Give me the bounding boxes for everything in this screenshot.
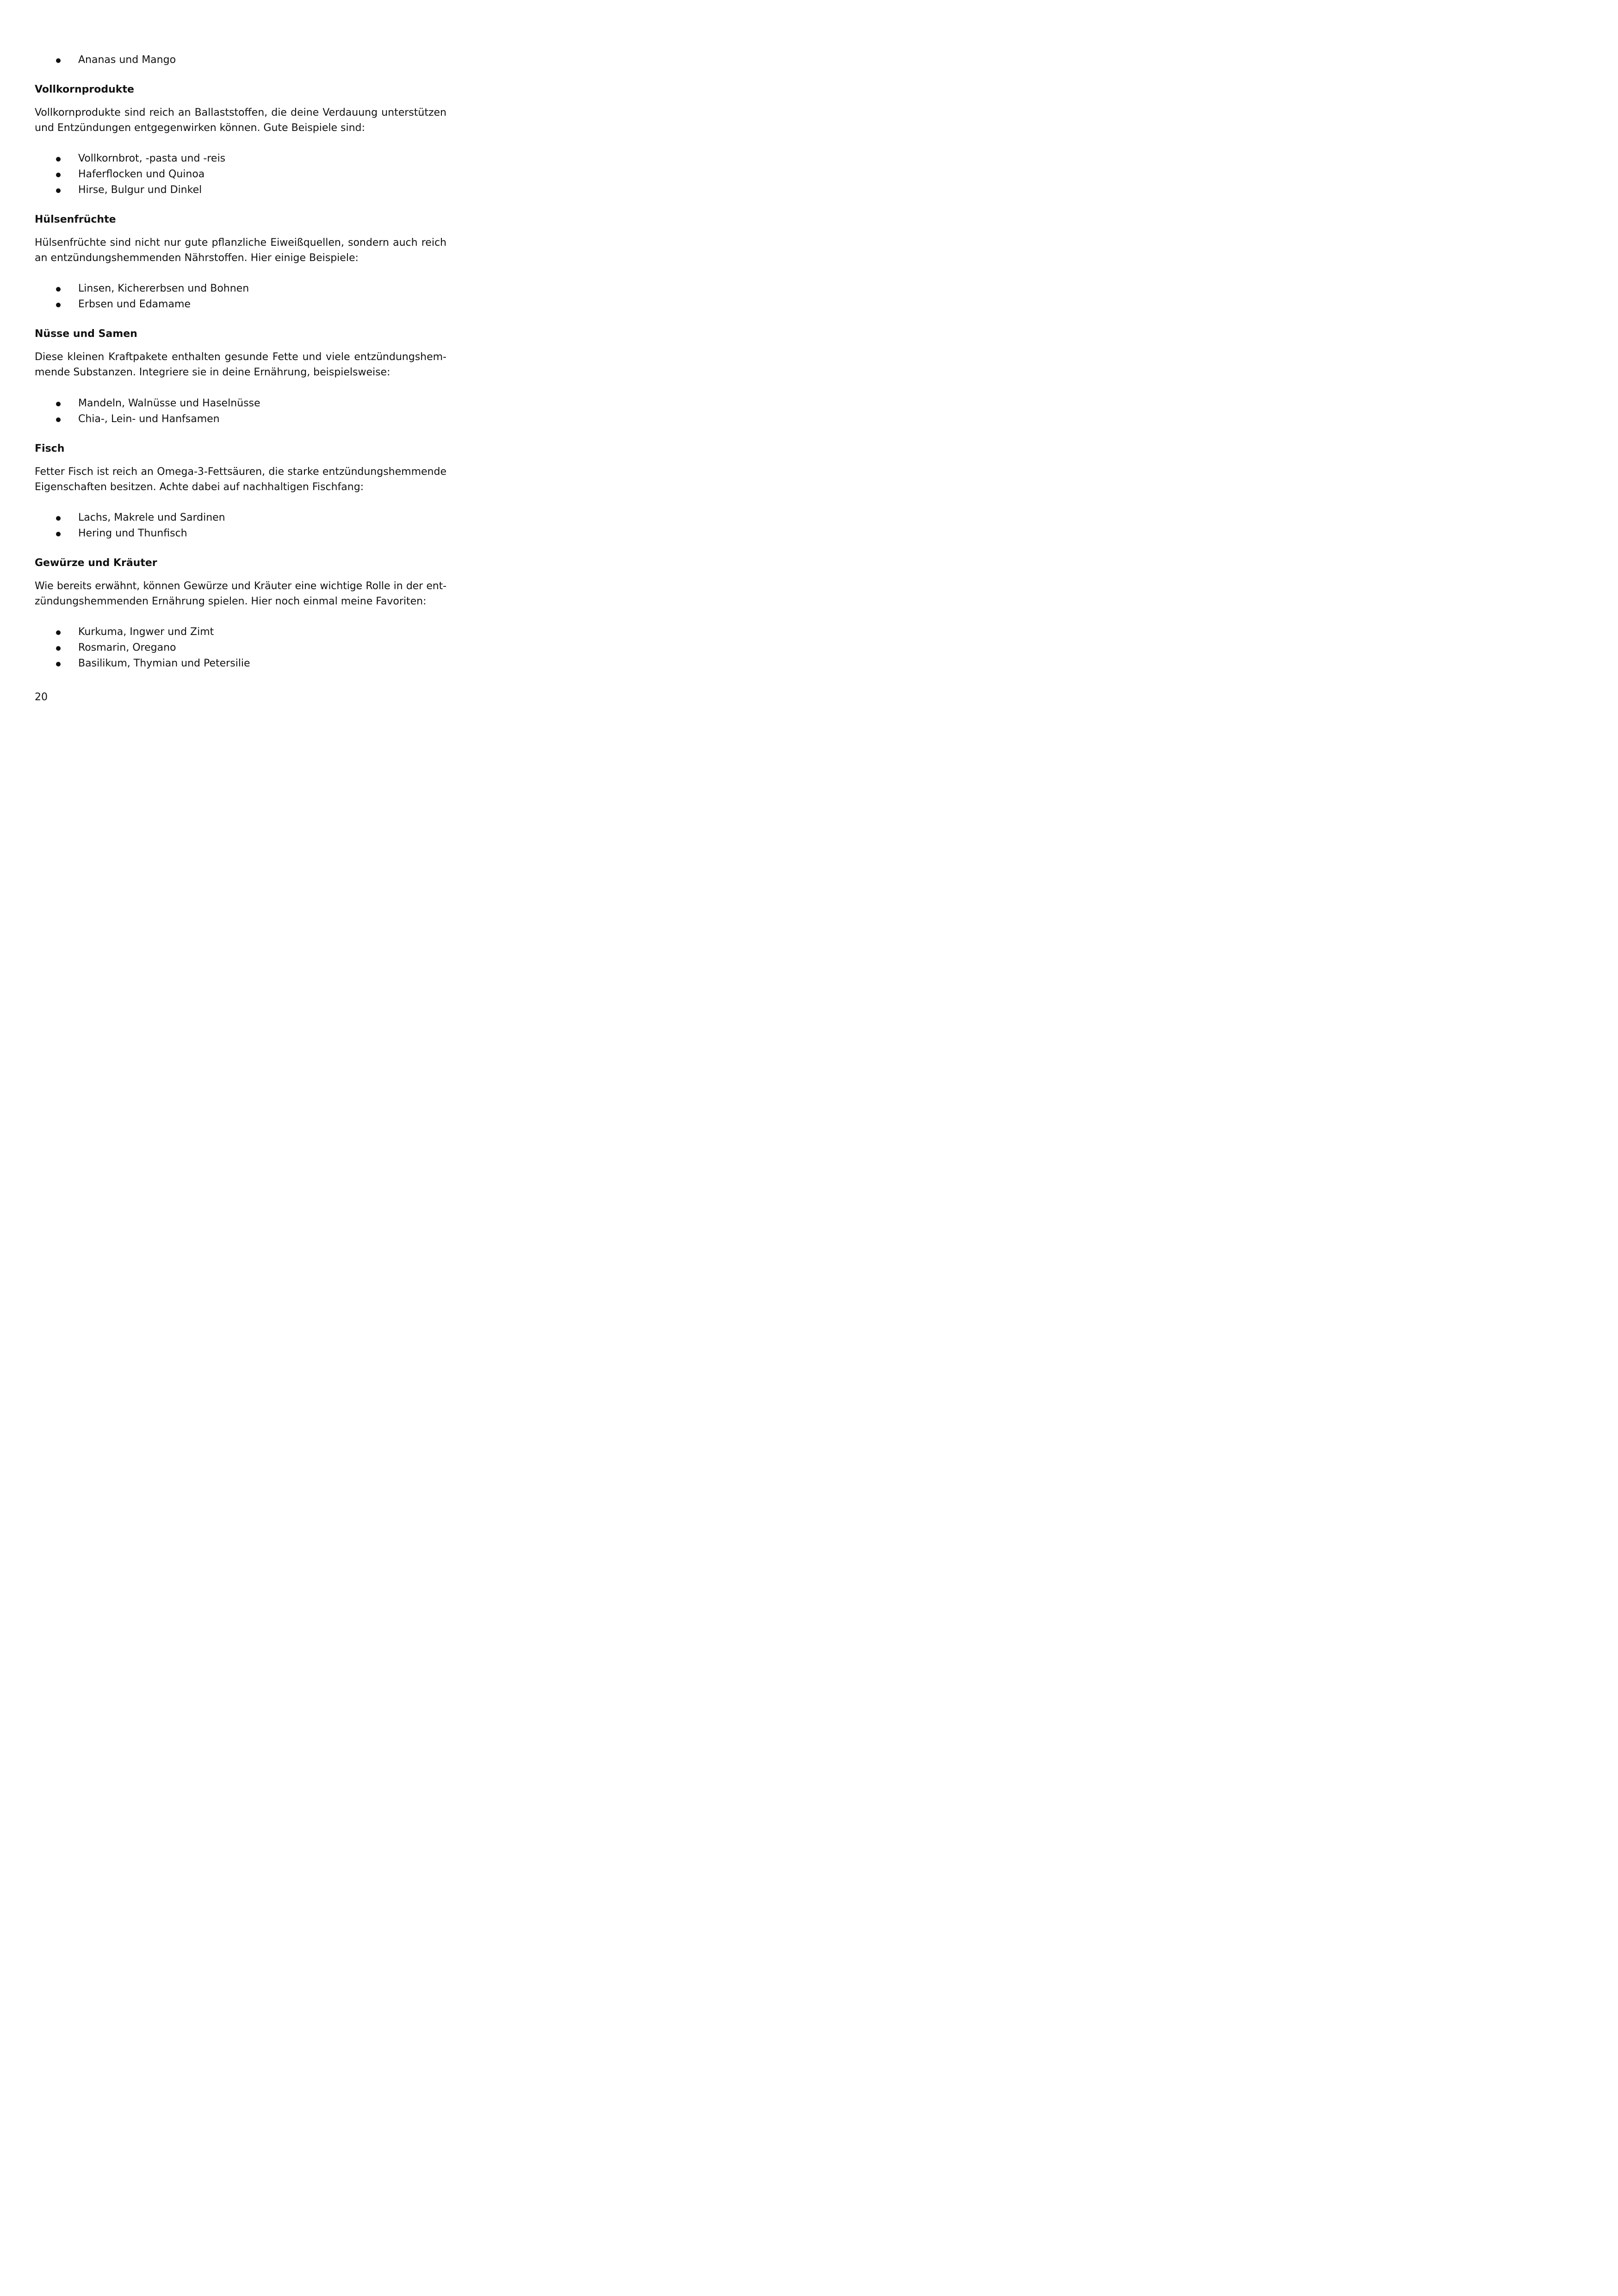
- section-paragraph: [35, 349, 446, 380]
- list-item-text: Ananas und Mango: [78, 54, 176, 66]
- section-heading: Vollkornprodukte: [35, 84, 134, 95]
- list-item: [35, 396, 446, 411]
- section-fisch-list: [35, 510, 446, 541]
- list-item: [35, 411, 446, 427]
- document-page: [0, 0, 509, 722]
- section-nuesse-und-samen-body: [35, 349, 446, 380]
- section-vollkornprodukte-body: [35, 105, 446, 136]
- section-paragraph: [35, 105, 446, 136]
- page-number: 20: [35, 691, 48, 703]
- section-gewuerze-und-kraeuter: [35, 555, 446, 571]
- list-item-text: Chia-, Lein- und Hanfsamen: [78, 413, 220, 425]
- section-heading: Fisch: [35, 443, 65, 454]
- bullet-icon: [56, 630, 61, 635]
- section-huelsenfruechte: [35, 212, 446, 228]
- list-item-text: Erbsen und Edamame: [78, 299, 191, 310]
- bullet-list: [35, 281, 446, 312]
- bullet-icon: [56, 532, 61, 536]
- paragraph-line: mende Substanzen. Integriere sie in deine Ernährung, beispielsweise:: [35, 367, 391, 378]
- paragraph-line: zündungshemmenden Ernährung spielen. Hier noch einmal meine Favoriten:: [35, 596, 427, 607]
- paragraph-line: Vollkornprodukte sind reich an Ballaststoffen, die deine Verdauung unterstützen: [35, 107, 446, 118]
- list-item-text: Rosmarin, Oregano: [78, 642, 176, 653]
- list-item: [35, 510, 446, 526]
- list-item-text: Haferflocken und Quinoa: [78, 168, 205, 180]
- section-vollkornprodukte: [35, 82, 446, 98]
- bullet-icon: [56, 287, 61, 292]
- bullet-list: [35, 396, 446, 427]
- list-item-text: Vollkornbrot, -pasta und -reis: [78, 153, 226, 164]
- list-item: [35, 167, 446, 182]
- list-item: [35, 52, 446, 68]
- list-item: [35, 151, 446, 167]
- section-paragraph: [35, 579, 446, 609]
- bullet-icon: [56, 516, 61, 521]
- section-huelsenfruechte-body: [35, 235, 446, 266]
- section-fisch-body: [35, 464, 446, 495]
- section-paragraph: [35, 235, 446, 266]
- bullet-icon: [56, 303, 61, 307]
- bullet-icon: [56, 402, 61, 406]
- bullet-icon: [56, 188, 61, 193]
- paragraph-line: und Entzündungen entgegenwirken können. Gute Beispiele sind:: [35, 122, 365, 134]
- list-item: [35, 624, 446, 640]
- bullet-icon: [56, 417, 61, 422]
- paragraph-line: Eigenschaften besitzen. Achte dabei auf nachhaltigen Fischfang:: [35, 481, 364, 493]
- list-item: [35, 281, 446, 297]
- bullet-list: [35, 151, 446, 198]
- section-heading: Gewürze und Kräuter: [35, 557, 157, 569]
- paragraph-line: Wie bereits erwähnt, können Gewürze und Kräuter eine wichtige Rolle in der ent-: [35, 580, 446, 592]
- bullet-icon: [56, 157, 61, 162]
- section-vollkornprodukte-list: [35, 151, 446, 198]
- paragraph-line: Diese kleinen Kraftpakete enthalten gesunde Fette und viele entzündungshem-: [35, 351, 446, 363]
- section-nuesse-und-samen-list: [35, 396, 446, 427]
- paragraph-line: Hülsenfrüchte sind nicht nur gute pflanzliche Eiweißquellen, sondern auch reich: [35, 237, 446, 249]
- section-fisch: [35, 441, 446, 457]
- list-item: [35, 656, 446, 672]
- bullet-icon: [56, 646, 61, 651]
- list-item-text: Hirse, Bulgur und Dinkel: [78, 184, 202, 196]
- list-item-text: Lachs, Makrele und Sardinen: [78, 512, 225, 523]
- intro-list: [35, 52, 446, 68]
- paragraph-line: an entzündungshemmenden Nährstoffen. Hier einige Beispiele:: [35, 252, 359, 264]
- section-paragraph: [35, 464, 446, 495]
- list-item-text: Hering und Thunfisch: [78, 528, 187, 539]
- list-item-text: Linsen, Kichererbsen und Bohnen: [78, 283, 249, 294]
- list-item-text: Basilikum, Thymian und Petersilie: [78, 658, 250, 669]
- section-huelsenfruechte-list: [35, 281, 446, 312]
- list-item: [35, 182, 446, 198]
- list-item: [35, 297, 446, 312]
- intro-list-block: [35, 52, 446, 68]
- section-gewuerze-und-kraeuter-body: [35, 579, 446, 609]
- section-heading: Nüsse und Samen: [35, 328, 137, 340]
- paragraph-line: Fetter Fisch ist reich an Omega-3-Fettsäuren, die starke entzündungshemmende: [35, 466, 446, 478]
- section-nuesse-und-samen: [35, 326, 446, 342]
- bullet-icon: [56, 58, 61, 63]
- section-gewuerze-und-kraeuter-list: [35, 624, 446, 672]
- list-item-text: Kurkuma, Ingwer und Zimt: [78, 626, 214, 638]
- list-item: [35, 640, 446, 656]
- bullet-icon: [56, 662, 61, 666]
- bullet-list: [35, 510, 446, 541]
- section-heading: Hülsenfrüchte: [35, 214, 116, 225]
- list-item-text: Mandeln, Walnüsse und Haselnüsse: [78, 398, 260, 409]
- bullet-icon: [56, 173, 61, 177]
- bullet-list: [35, 624, 446, 672]
- list-item: [35, 526, 446, 541]
